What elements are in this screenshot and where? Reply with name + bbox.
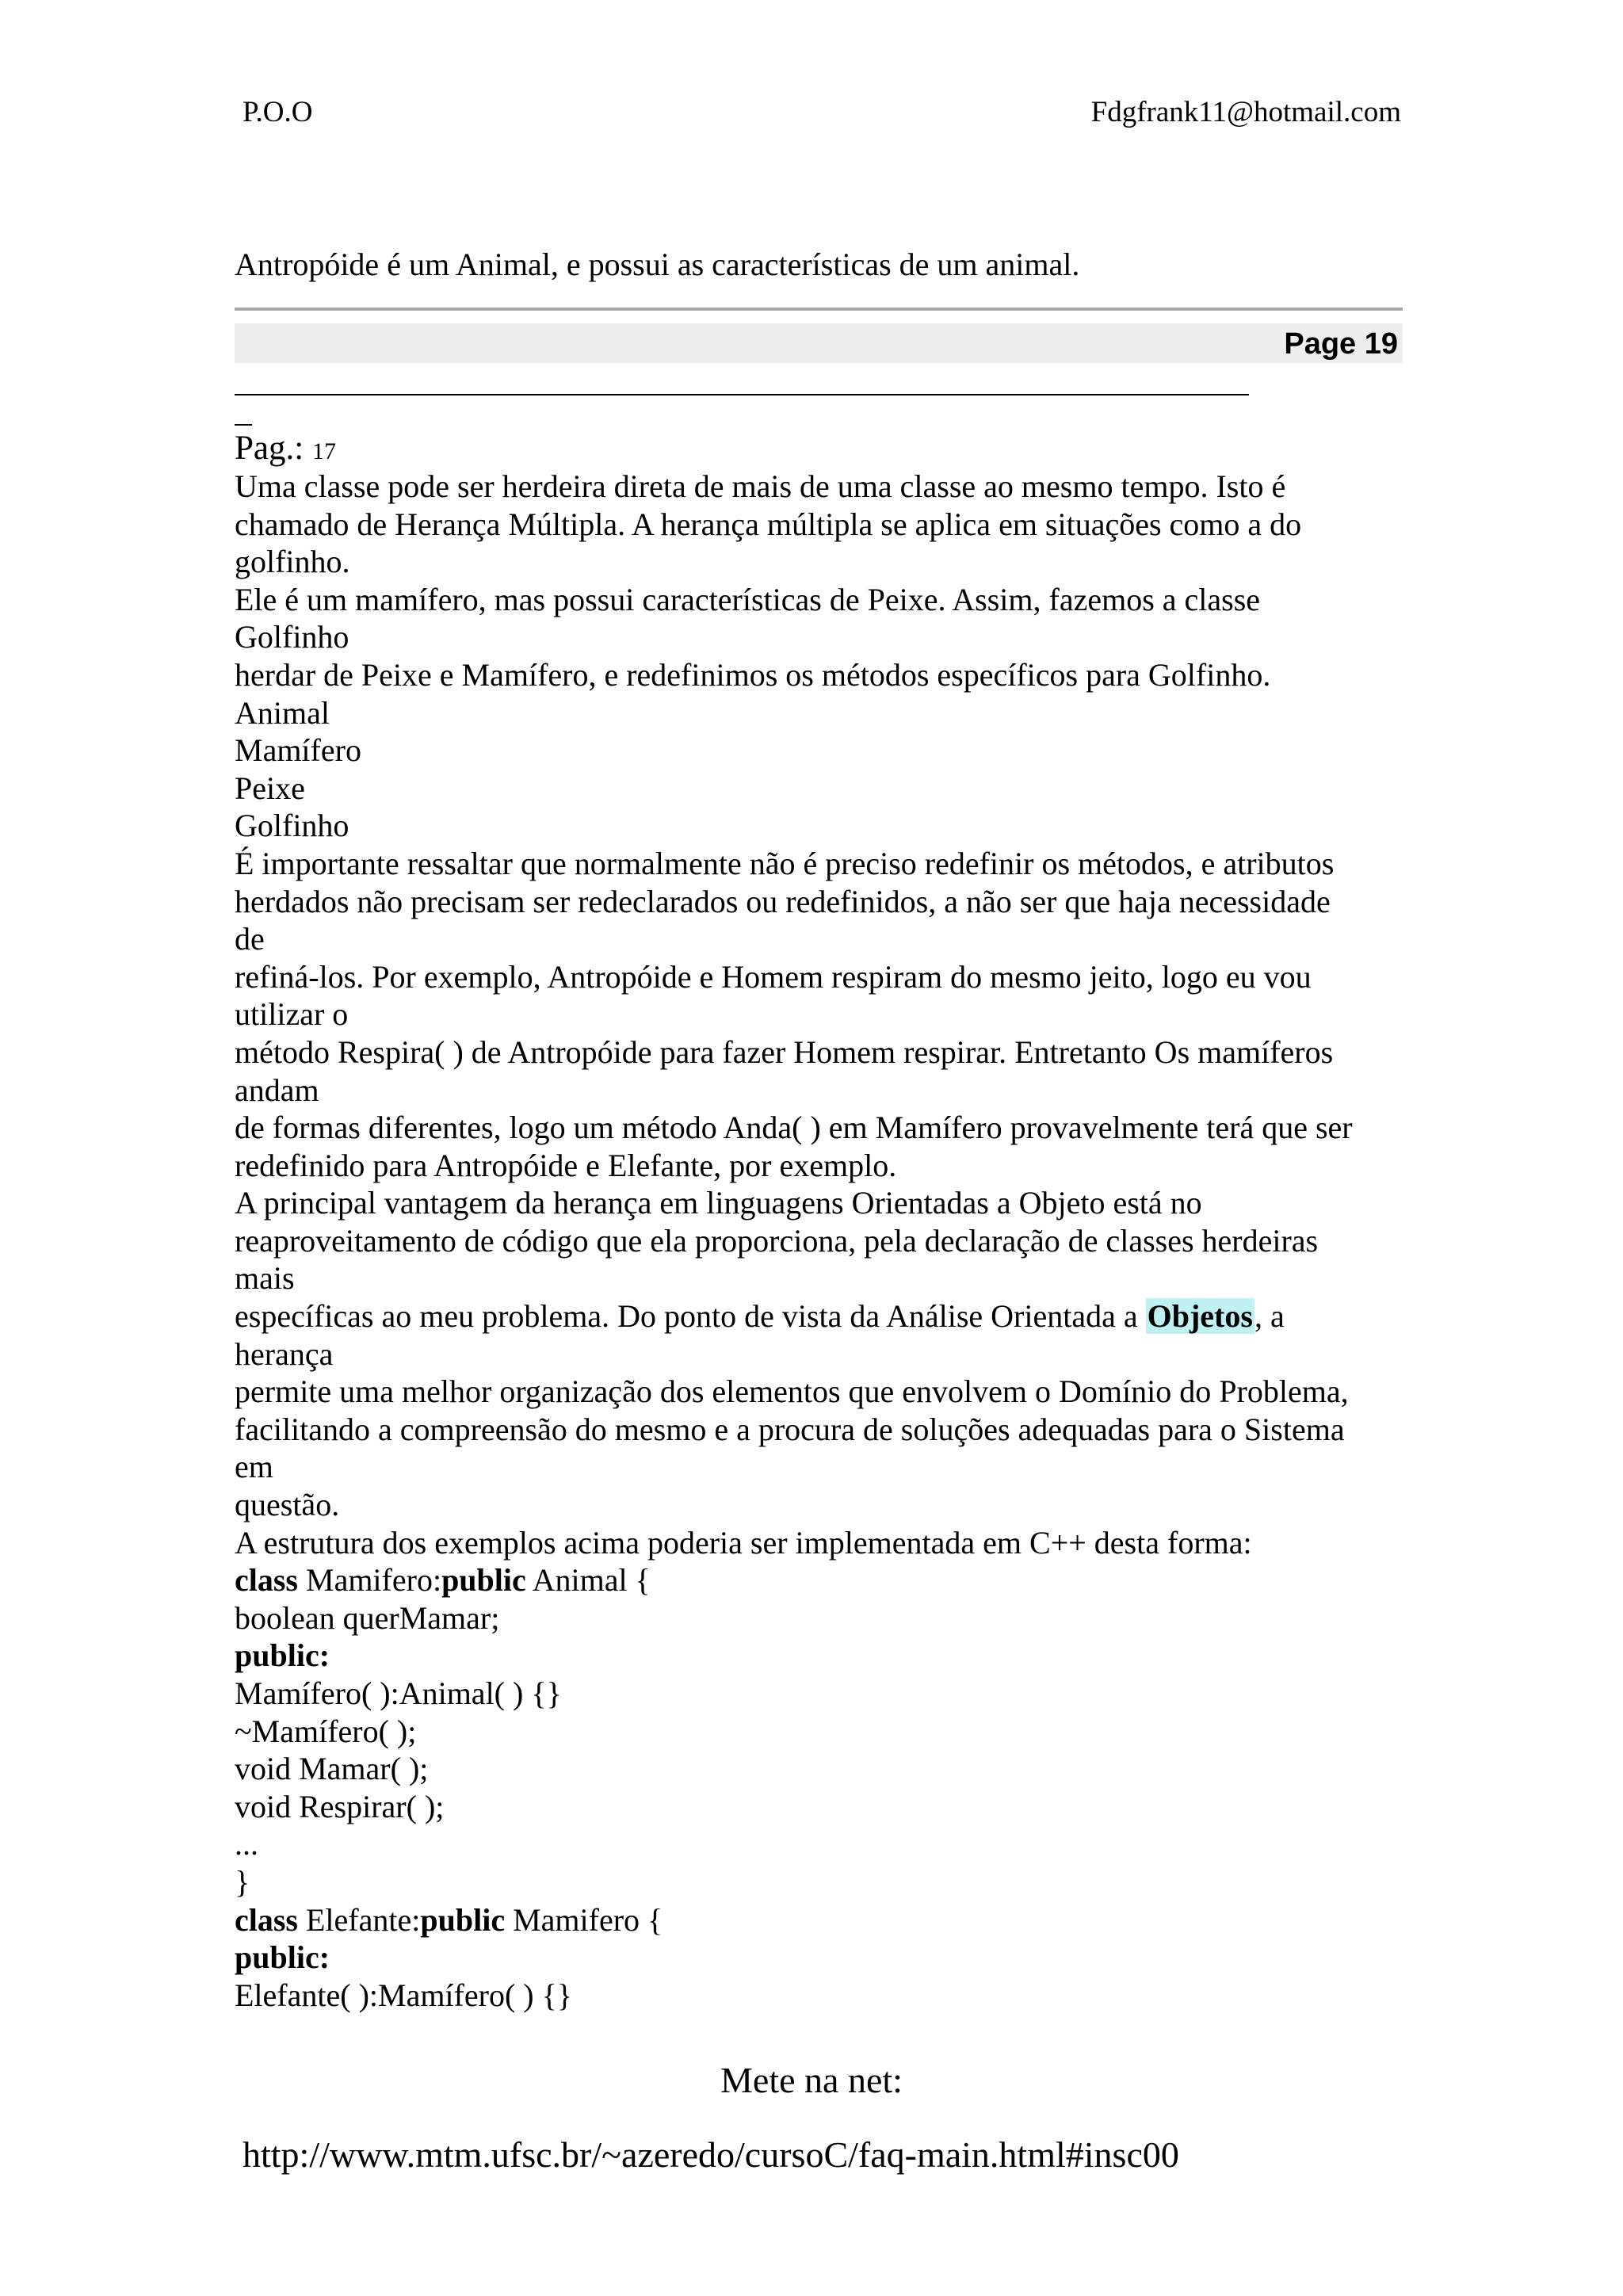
highlighted-term: Objetos [1147, 1298, 1253, 1335]
text-line: herança [235, 1335, 334, 1372]
code-keyword: class [235, 1562, 298, 1599]
code-line [235, 1637, 1407, 1675]
text-line: método Respira( ) de Antropóide para fazer Homem respirar. Entretanto Os mamíferos [235, 1033, 1334, 1070]
pag-marker [235, 428, 336, 472]
text-line: É importante ressaltar que normalmente não é preciso redefinir os métodos, e atributos [235, 845, 1335, 881]
code-keyword: public [420, 1901, 506, 1938]
text-line: em [235, 1449, 273, 1485]
code-keyword: public [441, 1562, 526, 1599]
text-line: Golfinho [235, 619, 349, 655]
text-line: andam [235, 1072, 319, 1108]
text-line: Mamífero [235, 732, 361, 769]
code-line: void Respirar( ); [235, 1788, 445, 1824]
text-line: utilizar o [235, 996, 349, 1033]
text-line: chamado de Herança Múltipla. A herança múltipla se aplica em situações como a do [235, 506, 1302, 542]
code-text: Animal { [525, 1562, 651, 1599]
intro-line: Antropóide é um Animal, e possui as características de um animal. [235, 246, 1080, 282]
code-line [235, 1561, 1407, 1599]
top-rule [235, 308, 1403, 311]
text-line: A estrutura dos exemplos acima poderia ser implementada em C++ desta forma: [235, 1524, 1252, 1561]
text-line: redefinido para Antropóide e Elefante, por exemplo. [235, 1147, 897, 1183]
text-line: Ele é um mamífero, mas possui características de Peixe. Assim, fazemos a classe [235, 581, 1261, 617]
separator-line [235, 394, 1249, 395]
highlight-line [235, 1297, 1407, 1335]
text-line: de [235, 921, 265, 957]
header-email: Fdgfrank11@hotmail.com [1090, 96, 1401, 128]
code-line: Elefante( ):Mamífero( ) {} [235, 1977, 572, 2013]
text-line: Golfinho [235, 808, 349, 844]
code-line: void Mamar( ); [235, 1751, 429, 1787]
text-line: facilitando a compreensão do mesmo e a procura de soluções adequadas para o Sistema [235, 1411, 1345, 1447]
code-line: ... [235, 1826, 258, 1862]
code-text: Mamifero { [505, 1901, 663, 1938]
highlight-before: específicas ao meu problema. Do ponto de vista da Análise Orientada a [235, 1298, 1146, 1335]
pag-label: Pag.: [235, 430, 304, 467]
text-line: Uma classe pode ser herdeira direta de mais de uma classe ao mesmo tempo. Isto é [235, 468, 1286, 504]
separator-stub [235, 424, 252, 426]
text-line: golfinho. [235, 544, 350, 580]
body-text [235, 468, 1407, 2014]
text-line: herdar de Peixe e Mamífero, e redefinimos os métodos específicos para Golfinho. [235, 656, 1271, 693]
page-label: Page 19 [1284, 327, 1398, 361]
page-number-bar [235, 323, 1403, 363]
code-line: } [235, 1863, 250, 1900]
text-line: reaproveitamento de código que ela proporciona, pela declaração de classes herdeiras [235, 1222, 1319, 1259]
code-line: Mamífero( ):Animal( ) {} [235, 1675, 562, 1711]
code-line: boolean querMamar; [235, 1599, 500, 1636]
pag-number: 17 [311, 438, 336, 464]
text-line: herdados não precisam ser redeclarados ou redefinidos, a não ser que haja necessidade [235, 883, 1331, 919]
footer-label: Mete na net: [720, 2060, 903, 2100]
text-line: mais [235, 1260, 295, 1297]
header-left: P.O.O [242, 96, 313, 128]
footer-url: http://www.mtm.ufsc.br/~azeredo/cursoC/faq-main.html#insc00 [242, 2134, 1179, 2175]
code-line [235, 1939, 1407, 1977]
highlight-after: , a [1254, 1298, 1285, 1335]
code-line [235, 1901, 1407, 1939]
code-text: Mamifero: [298, 1562, 442, 1599]
text-line: refiná-los. Por exemplo, Antropóide e Homem respiram do mesmo jeito, logo eu vou [235, 958, 1312, 995]
text-line: questão. [235, 1487, 340, 1523]
code-line: ~Mamífero( ); [235, 1713, 417, 1749]
text-line: A principal vantagem da herança em linguagens Orientadas a Objeto está no [235, 1185, 1202, 1221]
text-line: de formas diferentes, logo um método Anda( ) em Mamífero provavelmente terá que ser [235, 1110, 1353, 1146]
code-text: Elefante: [298, 1901, 421, 1938]
code-keyword: class [235, 1901, 298, 1938]
code-keyword: public: [235, 1939, 330, 1976]
code-keyword: public: [235, 1637, 330, 1674]
text-line: Animal [235, 694, 330, 731]
text-line: permite uma melhor organização dos elementos que envolvem o Domínio do Problema, [235, 1373, 1349, 1410]
text-line: Peixe [235, 770, 305, 806]
